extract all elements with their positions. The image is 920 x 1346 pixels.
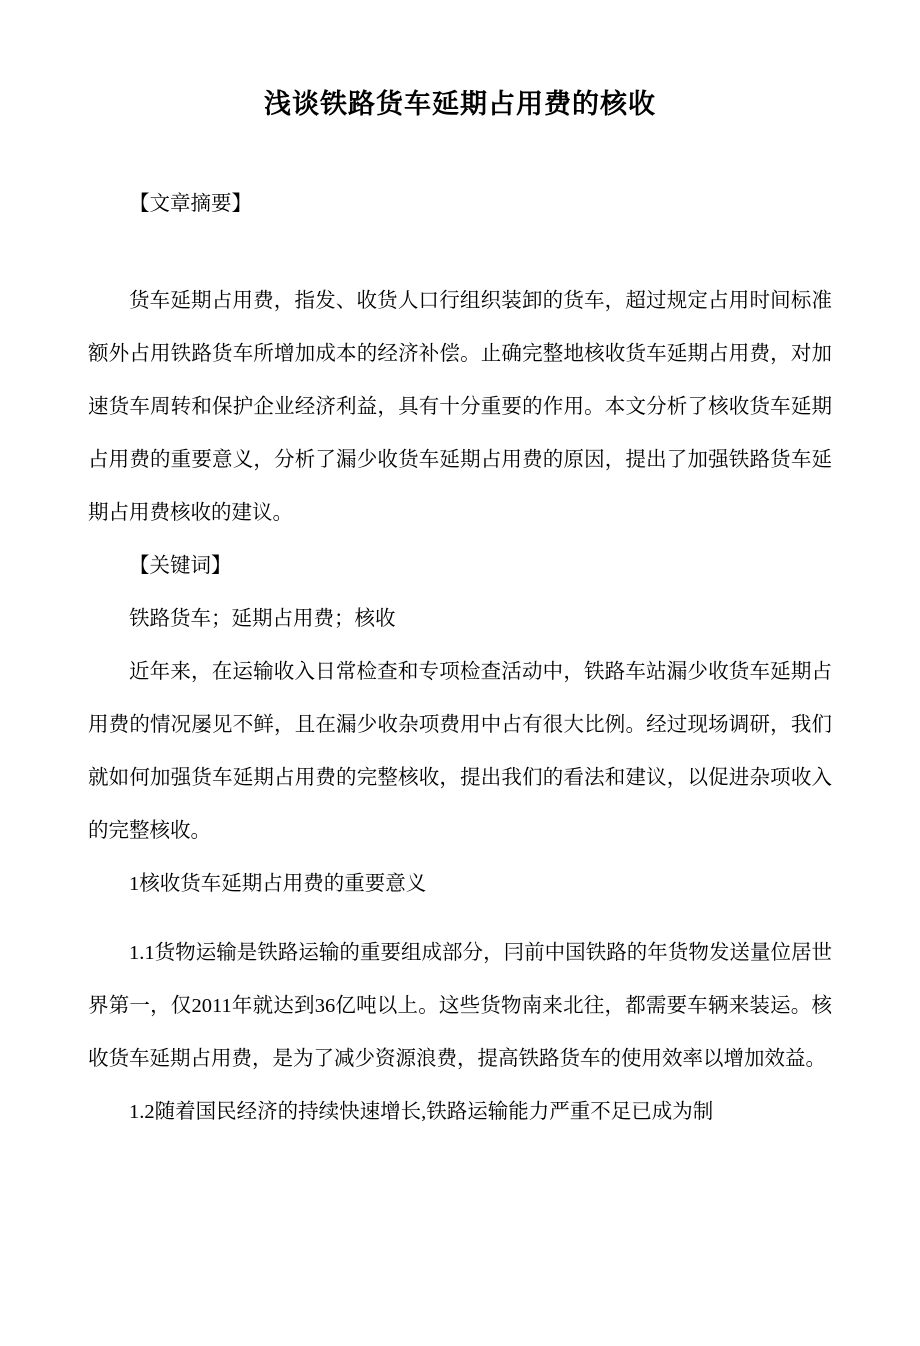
title-spacer (88, 124, 832, 178)
section-spacer (88, 911, 832, 927)
page-title: 浅谈铁路货车延期占用费的核收 (264, 89, 656, 120)
section-1-heading: 1核收货车延期占用费的重要意义 (129, 872, 427, 895)
abstract-body: 货车延期占用费，指发、收货人口行组织装卸的货车，超过规定占用时间标准额外占用铁路货车所增加成本的经济补偿。止确完整地核收货车延期占用费，对加速货车周转和保护企业经济利益，具有十分重要的作用。本文分析了核收货车延期占用费的重要意义，分析了漏少收货车延期占用费的原因，提出了加强铁路货车延期占用费核收的建议。 (88, 289, 832, 524)
abstract-label: 【文章摘要】 (129, 192, 252, 215)
keywords-body: 铁路货车；延期占用费；核收 (129, 607, 396, 630)
abstract-spacer (88, 231, 832, 275)
intro-paragraph: 近年来，在运输收入日常检查和专项检查活动中，铁路车站漏少收货车延期占用费的情况屡见不鲜，且在漏少收杂项费用中占有很大比例。经过现场调研，我们就如何加强货车延期占用费的完整核收，提出我们的看法和建议，以促进杂项收入的完整核收。 (88, 660, 832, 842)
section-1-1-paragraph: 1.1货物运输是铁路运输的重要组成部分，冃前中国铁路的年货物发送量位居世界第一，仅2011年就达到36亿吨以上。这些货物南来北往，都需要车辆来装运。核收货车延期占用费，是为了减少资源浪费，提高铁路货车的使用效率以增加效益。 (88, 941, 832, 1070)
section-1-2-paragraph: 1.2随着国民经济的持续快速增长,铁路运输能力严重不足已成为制 (129, 1100, 714, 1123)
keywords-label: 【关键词】 (129, 554, 232, 577)
